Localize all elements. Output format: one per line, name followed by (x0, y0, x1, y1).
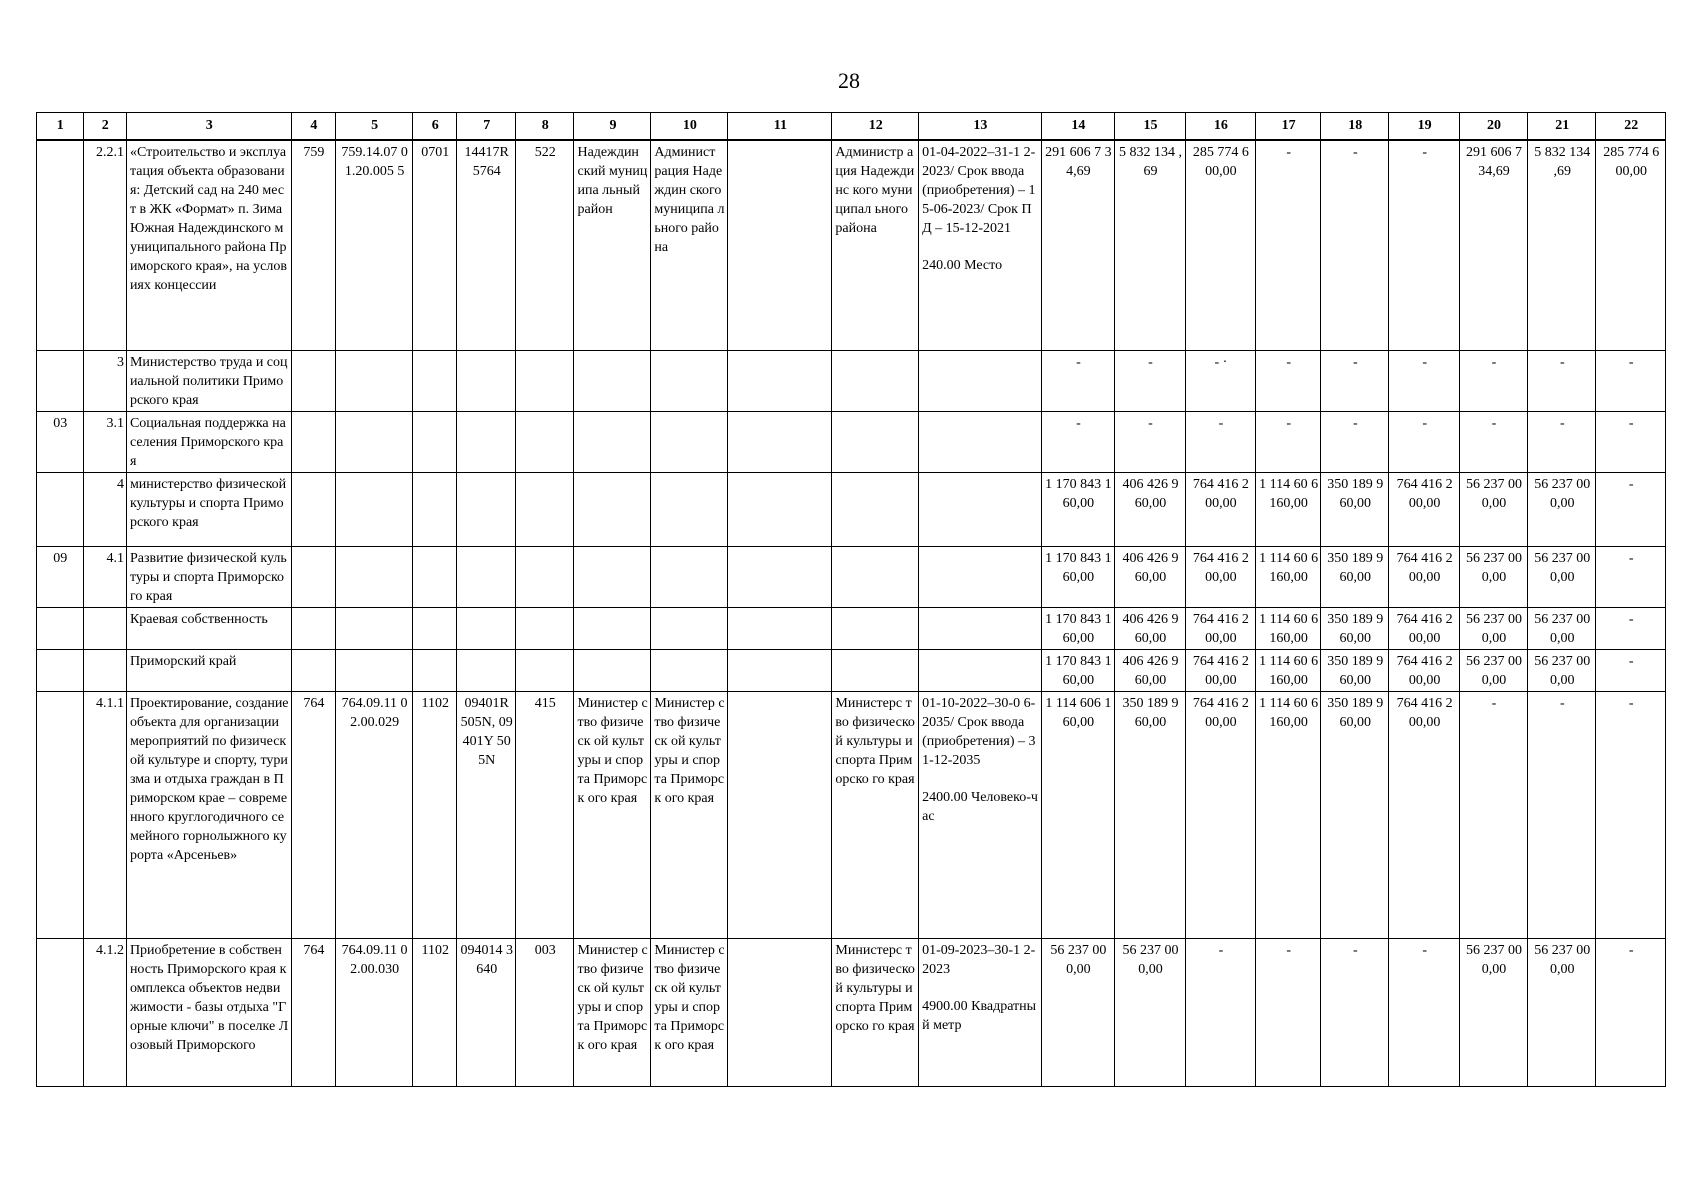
cell-col-6: 0701 (413, 140, 457, 350)
column-number-2: 2 (83, 113, 126, 141)
cell-col-18: 350 189 960,00 (1321, 691, 1389, 938)
cell-capacity-text: 4900.00 Квадратный метр (922, 998, 1037, 1033)
cell-col-5 (336, 649, 413, 691)
cell-col-17: 1 114 60 6 160,00 (1256, 607, 1321, 649)
page-number: 28 (838, 68, 860, 93)
cell-col-22: - (1596, 350, 1666, 411)
cell-col-11 (728, 140, 832, 350)
table-row (37, 649, 1666, 691)
cell-col-8 (515, 649, 574, 691)
cell-col-14: 1 170 843 160,00 (1041, 607, 1115, 649)
column-number-12: 12 (832, 113, 919, 141)
cell-col-7 (457, 649, 516, 691)
cell-col-2: 4.1 (83, 546, 126, 607)
cell-col-6 (413, 411, 457, 472)
cell-col-13 (919, 938, 1041, 1086)
cell-col-20: 56 237 00 0,00 (1459, 472, 1527, 546)
cell-col-18: 350 189 960,00 (1321, 472, 1389, 546)
column-number-16: 16 (1185, 113, 1255, 141)
column-number-18: 18 (1321, 113, 1389, 141)
table-row (37, 472, 1666, 546)
cell-col-16: 764 416 2 00,00 (1185, 472, 1255, 546)
cell-col-21: - (1528, 411, 1596, 472)
cell-col-11 (728, 691, 832, 938)
cell-col-18: - (1321, 938, 1389, 1086)
cell-col-15: - (1115, 350, 1185, 411)
cell-term-text: 01-09-2023–30-1 2-2023 (922, 942, 1036, 977)
cell-col-19: 764 416 2 00,00 (1389, 607, 1459, 649)
cell-col-10 (651, 350, 728, 411)
cell-col-21: 56 237 00 0,00 (1528, 607, 1596, 649)
cell-capacity-text: 240.00 Место (922, 258, 1003, 273)
cell-col-19: 764 416 2 00,00 (1389, 546, 1459, 607)
cell-col-11 (728, 649, 832, 691)
cell-col-1 (37, 649, 84, 691)
cell-col-6: 1102 (413, 691, 457, 938)
cell-col-3: Приобретение в собственность Приморского края комплекса объектов недвижимости - базы отдыха "Горные ключи" в поселке Лозовый Приморского (126, 938, 291, 1086)
cell-col-18: - (1321, 411, 1389, 472)
cell-col-3: Приморский край (126, 649, 291, 691)
cell-col-19: - (1389, 140, 1459, 350)
cell-col-2: 3.1 (83, 411, 126, 472)
cell-col-13 (919, 140, 1041, 350)
cell-col-2: 2.2.1 (83, 140, 126, 350)
cell-col-14: 291 606 7 34,69 (1041, 140, 1115, 350)
cell-col-10: Министер ство физическ ой культуры и спорта Приморск ого края (651, 938, 728, 1086)
cell-col-1 (37, 472, 84, 546)
cell-col-11 (728, 938, 832, 1086)
cell-col-4: 764 (291, 938, 335, 1086)
cell-col-18: - (1321, 350, 1389, 411)
cell-col-7: 094014 3640 (457, 938, 516, 1086)
cell-col-1: 09 (37, 546, 84, 607)
cell-col-13 (919, 691, 1041, 938)
table-header-row (37, 113, 1666, 141)
cell-col-5 (336, 607, 413, 649)
cell-col-6 (413, 607, 457, 649)
cell-col-20: - (1459, 411, 1527, 472)
cell-col-9 (574, 546, 651, 607)
cell-col-4: 764 (291, 691, 335, 938)
cell-col-10: Админист рация Надеждин ского муниципа льного района (651, 140, 728, 350)
cell-col-2: 3 (83, 350, 126, 411)
cell-col-7: 14417R 5764 (457, 140, 516, 350)
cell-col-20: 56 237 00 0,00 (1459, 649, 1527, 691)
cell-col-22: - (1596, 472, 1666, 546)
cell-col-4 (291, 350, 335, 411)
cell-col-11 (728, 350, 832, 411)
cell-col-9 (574, 472, 651, 546)
column-number-21: 21 (1528, 113, 1596, 141)
cell-col-5 (336, 411, 413, 472)
cell-col-1 (37, 691, 84, 938)
cell-col-5 (336, 546, 413, 607)
cell-col-14: 1 170 843 160,00 (1041, 546, 1115, 607)
cell-col-17: 1 114 60 6 160,00 (1256, 649, 1321, 691)
column-number-17: 17 (1256, 113, 1321, 141)
table-row (37, 546, 1666, 607)
cell-col-17: 1 114 60 6 160,00 (1256, 472, 1321, 546)
cell-col-11 (728, 546, 832, 607)
cell-col-4 (291, 649, 335, 691)
column-number-1: 1 (37, 113, 84, 141)
cell-col-13 (919, 472, 1041, 546)
cell-col-12 (832, 546, 919, 607)
cell-col-22: - (1596, 691, 1666, 938)
cell-col-11 (728, 411, 832, 472)
column-number-4: 4 (291, 113, 335, 141)
cell-col-4 (291, 472, 335, 546)
cell-col-20: 56 237 00 0,00 (1459, 938, 1527, 1086)
cell-col-16: - · (1185, 350, 1255, 411)
cell-col-3: Развитие физической культуры и спорта Приморского края (126, 546, 291, 607)
cell-col-22: - (1596, 546, 1666, 607)
cell-col-15: 5 832 134 ,69 (1115, 140, 1185, 350)
cell-col-15: 350 189 9 60,00 (1115, 691, 1185, 938)
cell-col-21: - (1528, 350, 1596, 411)
cell-col-19: 764 416 2 00,00 (1389, 691, 1459, 938)
cell-col-19: - (1389, 938, 1459, 1086)
cell-col-8 (515, 350, 574, 411)
cell-col-16: - (1185, 411, 1255, 472)
cell-col-1 (37, 607, 84, 649)
cell-col-9: Министер ство физическ ой культуры и спорта Приморск ого края (574, 938, 651, 1086)
column-number-20: 20 (1459, 113, 1527, 141)
column-number-9: 9 (574, 113, 651, 141)
cell-col-5: 764.09.11 02.00.029 (336, 691, 413, 938)
column-number-19: 19 (1389, 113, 1459, 141)
cell-col-4 (291, 607, 335, 649)
cell-col-18: - (1321, 140, 1389, 350)
cell-col-18: 350 189 960,00 (1321, 649, 1389, 691)
cell-col-17: 1 114 60 6 160,00 (1256, 691, 1321, 938)
cell-col-20: - (1459, 691, 1527, 938)
cell-col-22: - (1596, 607, 1666, 649)
table-row (37, 350, 1666, 411)
cell-col-19: 764 416 2 00,00 (1389, 472, 1459, 546)
cell-col-8 (515, 607, 574, 649)
cell-col-13 (919, 649, 1041, 691)
cell-col-18: 350 189 960,00 (1321, 546, 1389, 607)
cell-col-15: 406 426 9 60,00 (1115, 607, 1185, 649)
cell-col-6 (413, 350, 457, 411)
cell-col-11 (728, 607, 832, 649)
cell-col-12 (832, 607, 919, 649)
cell-col-10 (651, 649, 728, 691)
cell-col-22: 285 774 6 00,00 (1596, 140, 1666, 350)
table-row (37, 140, 1666, 350)
cell-col-7 (457, 472, 516, 546)
cell-col-9: Министер ство физическ ой культуры и спорта Приморск ого края (574, 691, 651, 938)
cell-col-19: 764 416 2 00,00 (1389, 649, 1459, 691)
column-number-14: 14 (1041, 113, 1115, 141)
cell-col-5: 759.14.07 01.20.005 5 (336, 140, 413, 350)
column-number-3: 3 (126, 113, 291, 141)
column-number-11: 11 (728, 113, 832, 141)
cell-col-2: 4.1.2 (83, 938, 126, 1086)
cell-col-2 (83, 649, 126, 691)
cell-col-14: 1 114 606 160,00 (1041, 691, 1115, 938)
cell-col-17: - (1256, 350, 1321, 411)
cell-col-5: 764.09.11 02.00.030 (336, 938, 413, 1086)
cell-col-15: 406 426 9 60,00 (1115, 649, 1185, 691)
budget-table (36, 112, 1666, 1087)
cell-col-15: 56 237 00 0,00 (1115, 938, 1185, 1086)
cell-col-11 (728, 472, 832, 546)
cell-col-13 (919, 411, 1041, 472)
cell-col-9 (574, 411, 651, 472)
cell-col-8: 522 (515, 140, 574, 350)
cell-col-16: 764 416 2 00,00 (1185, 691, 1255, 938)
cell-col-8: 415 (515, 691, 574, 938)
cell-col-5 (336, 350, 413, 411)
cell-col-14: - (1041, 411, 1115, 472)
cell-col-16: - (1185, 938, 1255, 1086)
cell-col-7 (457, 350, 516, 411)
cell-col-17: 1 114 60 6 160,00 (1256, 546, 1321, 607)
cell-col-4: 759 (291, 140, 335, 350)
cell-col-6: 1102 (413, 938, 457, 1086)
cell-col-10: Министер ство физическ ой культуры и спорта Приморск ого края (651, 691, 728, 938)
cell-capacity-text: 2400.00 Человеко-час (922, 789, 1038, 824)
cell-col-19: - (1389, 350, 1459, 411)
cell-col-15: 406 426 9 60,00 (1115, 472, 1185, 546)
cell-col-20: 56 237 00 0,00 (1459, 607, 1527, 649)
cell-col-14: 56 237 00 0,00 (1041, 938, 1115, 1086)
cell-col-9: Надеждин ский муниципа льный район (574, 140, 651, 350)
cell-col-20: 291 606 7 34,69 (1459, 140, 1527, 350)
cell-col-1 (37, 350, 84, 411)
cell-col-18: 350 189 960,00 (1321, 607, 1389, 649)
cell-col-3: министерство физической культуры и спорта Приморского края (126, 472, 291, 546)
cell-col-1 (37, 938, 84, 1086)
cell-col-21: 56 237 00 0,00 (1528, 472, 1596, 546)
column-number-13: 13 (919, 113, 1041, 141)
cell-col-21: 56 237 00 0,00 (1528, 546, 1596, 607)
cell-col-16: 764 416 2 00,00 (1185, 607, 1255, 649)
cell-col-6 (413, 546, 457, 607)
cell-col-7: 09401R 505N, 09401Y 505N (457, 691, 516, 938)
cell-col-10 (651, 411, 728, 472)
cell-col-6 (413, 472, 457, 546)
cell-col-13 (919, 546, 1041, 607)
cell-col-21: 56 237 00 0,00 (1528, 938, 1596, 1086)
cell-col-10 (651, 546, 728, 607)
cell-col-4 (291, 411, 335, 472)
cell-col-12: Министерс тво физической культуры и спорта Приморско го края (832, 691, 919, 938)
cell-col-2: 4 (83, 472, 126, 546)
cell-col-3: Социальная поддержка населения Приморского края (126, 411, 291, 472)
cell-col-12 (832, 350, 919, 411)
column-number-10: 10 (651, 113, 728, 141)
cell-col-8 (515, 411, 574, 472)
cell-col-21: 56 237 00 0,00 (1528, 649, 1596, 691)
cell-col-15: - (1115, 411, 1185, 472)
cell-col-2 (83, 607, 126, 649)
cell-col-19: - (1389, 411, 1459, 472)
table-row (37, 607, 1666, 649)
cell-col-3: Проектирование, создание объекта для организации мероприятий по физической культуре и спорту, туризма и отдыха граждан в Приморском крае – современного круглогодичного семейного горнолыжного курорта «Арсеньев» (126, 691, 291, 938)
cell-col-16: 285 774 6 00,00 (1185, 140, 1255, 350)
cell-col-12 (832, 649, 919, 691)
cell-col-9 (574, 350, 651, 411)
cell-col-12 (832, 411, 919, 472)
cell-col-21: - (1528, 691, 1596, 938)
cell-col-8 (515, 472, 574, 546)
cell-col-13 (919, 350, 1041, 411)
cell-term-text: 01-10-2022–30-0 6-2035/ Срок ввода (приобретения) – 31-12-2035 (922, 695, 1036, 768)
column-number-5: 5 (336, 113, 413, 141)
cell-term-text: 01-04-2022–31-1 2-2023/ Срок ввода (приобретения) – 15-06-2023/ Срок ПД – 15-12-2021 (922, 145, 1036, 236)
cell-col-12 (832, 472, 919, 546)
cell-col-1 (37, 140, 84, 350)
cell-col-15: 406 426 9 60,00 (1115, 546, 1185, 607)
cell-col-20: - (1459, 350, 1527, 411)
cell-col-17: - (1256, 938, 1321, 1086)
cell-col-17: - (1256, 140, 1321, 350)
cell-col-4 (291, 546, 335, 607)
table-row (37, 938, 1666, 1086)
cell-col-14: - (1041, 350, 1115, 411)
cell-col-3: «Строительство и эксплуатация объекта образования: Детский сад на 240 мест в ЖК «Формат» п. Зима Южная Надеждинского муниципального района Приморского края», на условиях концессии (126, 140, 291, 350)
cell-col-9 (574, 607, 651, 649)
column-number-7: 7 (457, 113, 516, 141)
cell-col-10 (651, 472, 728, 546)
cell-col-2: 4.1.1 (83, 691, 126, 938)
cell-col-13 (919, 607, 1041, 649)
cell-col-22: - (1596, 938, 1666, 1086)
column-number-6: 6 (413, 113, 457, 141)
cell-col-8: 003 (515, 938, 574, 1086)
cell-col-12: Администр ация Надеждинс кого муниципал ьного района (832, 140, 919, 350)
cell-col-10 (651, 607, 728, 649)
cell-col-21: 5 832 134 ,69 (1528, 140, 1596, 350)
cell-col-6 (413, 649, 457, 691)
cell-col-16: 764 416 2 00,00 (1185, 649, 1255, 691)
cell-col-20: 56 237 00 0,00 (1459, 546, 1527, 607)
column-number-15: 15 (1115, 113, 1185, 141)
cell-col-7 (457, 546, 516, 607)
cell-col-17: - (1256, 411, 1321, 472)
cell-col-3: Министерство труда и социальной политики Приморского края (126, 350, 291, 411)
cell-col-22: - (1596, 411, 1666, 472)
column-number-8: 8 (515, 113, 574, 141)
cell-col-22: - (1596, 649, 1666, 691)
cell-col-12: Министерс тво физической культуры и спорта Приморско го края (832, 938, 919, 1086)
cell-col-3: Краевая собственность (126, 607, 291, 649)
table-row (37, 691, 1666, 938)
column-number-22: 22 (1596, 113, 1666, 141)
cell-col-1: 03 (37, 411, 84, 472)
cell-col-5 (336, 472, 413, 546)
cell-col-7 (457, 411, 516, 472)
table-row (37, 411, 1666, 472)
cell-col-14: 1 170 843 160,00 (1041, 649, 1115, 691)
cell-col-14: 1 170 843 160,00 (1041, 472, 1115, 546)
cell-col-16: 764 416 2 00,00 (1185, 546, 1255, 607)
cell-col-8 (515, 546, 574, 607)
cell-col-9 (574, 649, 651, 691)
cell-col-7 (457, 607, 516, 649)
